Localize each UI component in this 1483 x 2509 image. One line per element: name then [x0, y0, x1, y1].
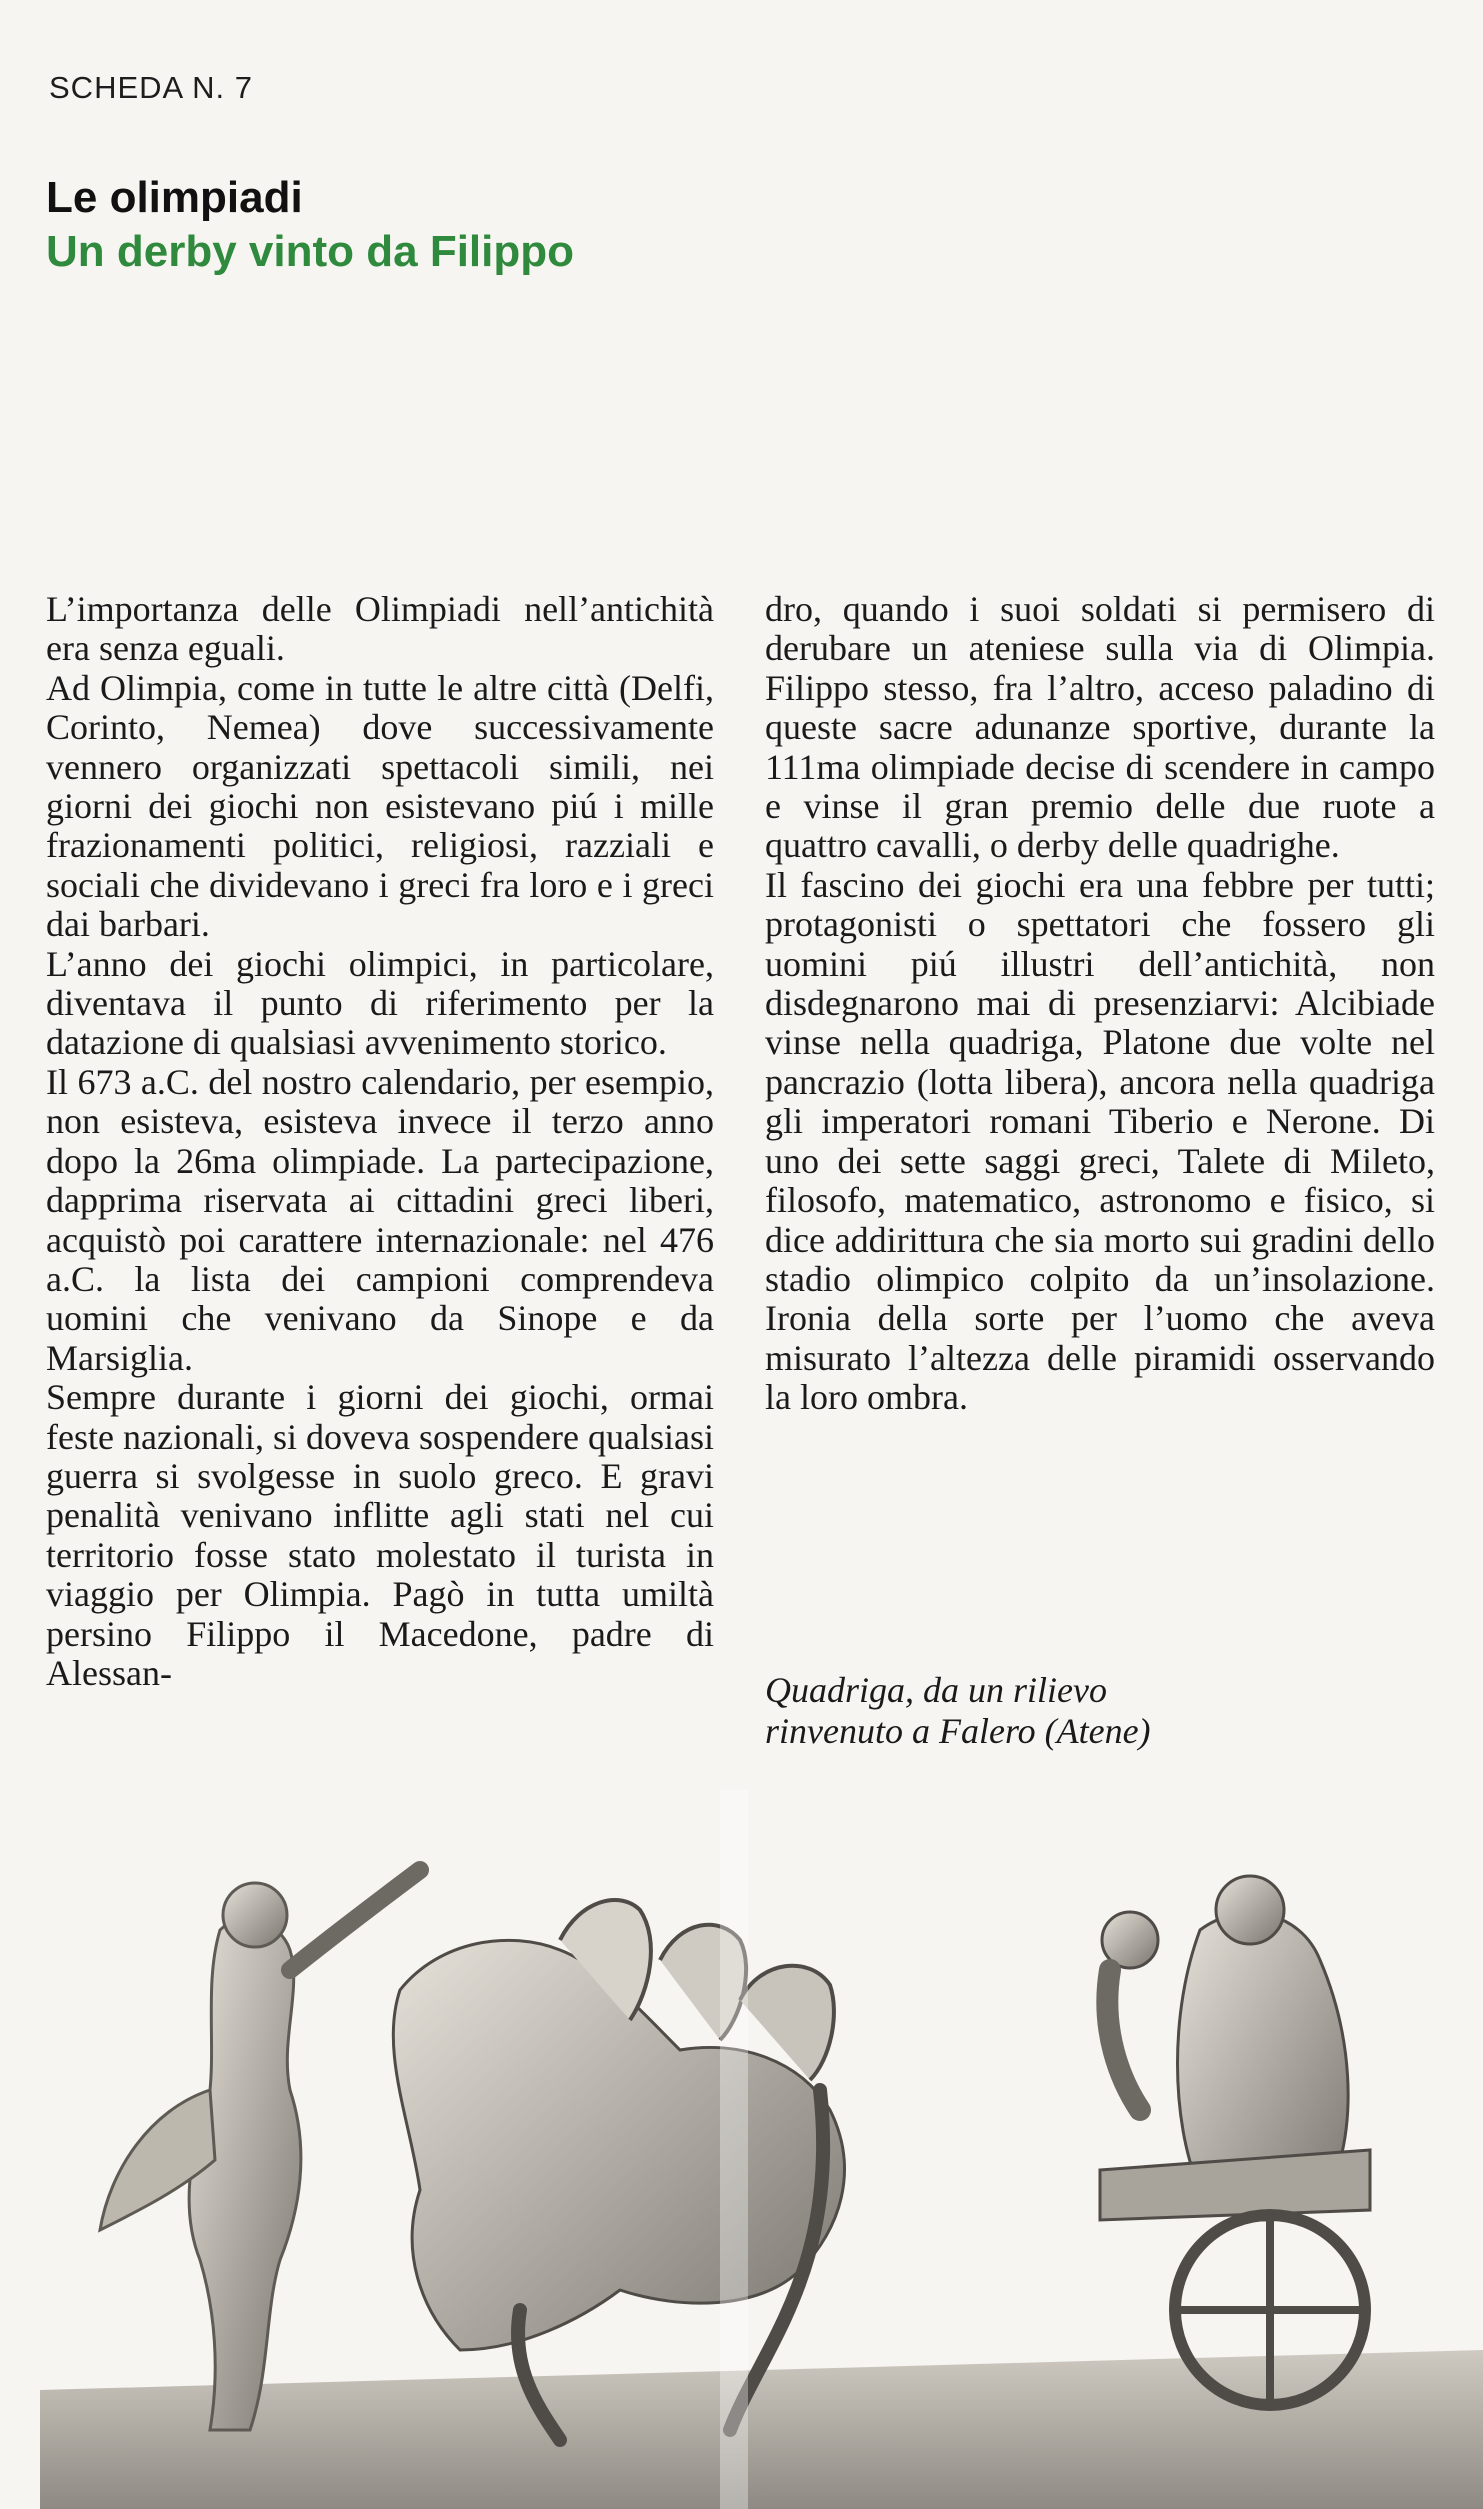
article-column-left [46, 590, 714, 1693]
child-figure-body [1107, 1970, 1140, 2110]
article-paragraph: Ad Olimpia, come in tutte le altre città (Delfi, Corinto, Nemea) dove successivamente vennero organizzati spettacoli simili, nei giorni dei giochi non esistevano piú i mille frazionamenti politici, religiosi, razziali e sociali che dividevano i greci fra loro e i greci dai barbari. [46, 667, 714, 945]
figure-arm [290, 1870, 420, 1970]
figure-caption: Quadriga, da un rilievo rinvenuto a Falero (Atene) [765, 1670, 1151, 1751]
sheet-label: SCHEDA N. 7 [49, 70, 253, 105]
article-paragraph: L’importanza delle Olimpiadi nell’antichità era senza eguali. [46, 589, 714, 669]
charioteer-head [1216, 1876, 1284, 1944]
page-title: Le olimpiadi [46, 173, 303, 222]
figure-head [223, 1883, 287, 1947]
winged-figure [189, 1920, 301, 2430]
photo-crease [720, 1790, 748, 2509]
relief-illustration [40, 1790, 1483, 2509]
article-paragraph: L’anno dei giochi olimpici, in particolare, diventava il punto di riferimento per la datazione di qualsiasi avvenimento storico. [46, 943, 714, 1063]
chariot-body [1100, 2150, 1370, 2220]
article-paragraph: Il 673 a.C. del nostro calendario, per esempio, non esisteva, esisteva invece il terzo anno dopo la 26ma olimpiade. La partecipazione, dapprima riservata ai cittadini greci liberi, acquistò poi carattere internazionale: nel 476 a.C. la lista dei campioni comprendeva uomini che venivano da Sinope e da Marsiglia. [46, 1061, 714, 1378]
article-column-right [765, 590, 1435, 1418]
article-paragraph: Il fascino dei giochi era una febbre per tutti; protagonisti o spettatori che fossero gli uomini piú illustri dell’antichità, non disdegnarono mai di presenziarvi: Alcibiade vinse nella quadriga, Platone due volte nel pancrazio (lotta libera), ancora nella quadriga gli imperatori romani Tiberio e Nerone. Di uno dei sette saggi greci, Talete di Mileto, filosofo, matematico, astronomo e fisico, si dice addirittura che sia morto sui gradini dello stadio olimpico colpito da un’insolazione. Ironia della sorte per l’uomo che aveva misurato l’altezza delle piramidi osservando la loro ombra. [765, 864, 1435, 1418]
article-paragraph: Sempre durante i giorni dei giochi, ormai feste nazionali, si doveva sospendere qualsiasi guerra si svolgesse in suolo greco. E gravi penalità venivano inflitte agli stati nel cui territorio fosse stato molestato il turista in viaggio per Olimpia. Pagò in tutta umiltà persino Filippo il Macedone, padre di Alessan- [46, 1377, 714, 1693]
quadriga-relief-image [40, 1790, 1483, 2509]
article-paragraph: dro, quando i suoi soldati si permisero di derubare un ateniese sulla via di Olimpia. Filippo stesso, fra l’altro, acceso paladino di queste sacre adunanze sportive, durante la 111ma olimpiade decise di scendere in campo e vinse il gran premio delle due ruote a quattro cavalli, o derby delle quadrighe. [765, 589, 1435, 866]
page-subtitle: Un derby vinto da Filippo [46, 227, 574, 276]
